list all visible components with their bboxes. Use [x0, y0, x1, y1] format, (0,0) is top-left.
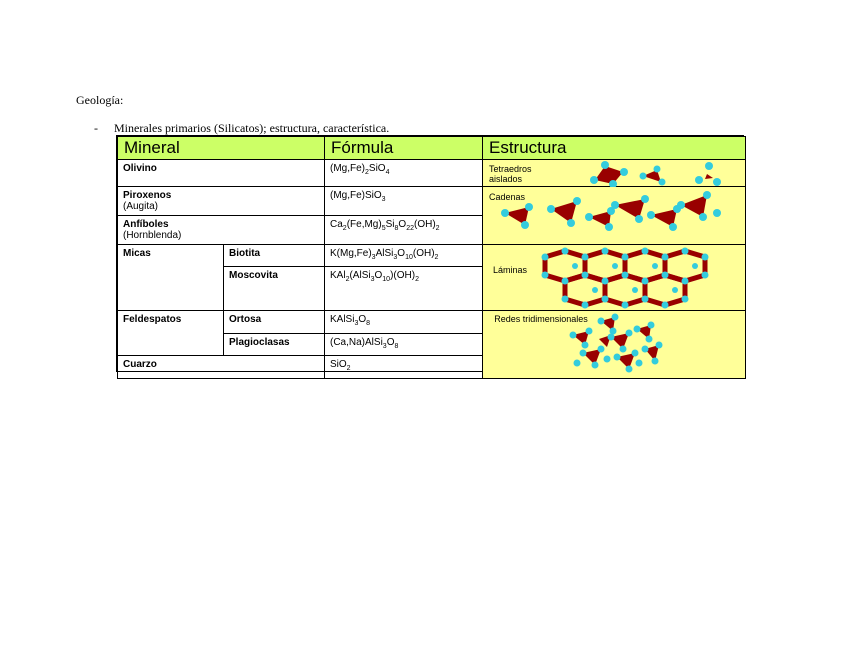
formula-anfiboles: $Ca_2(Fe,Mg)_5Si_8O_{22}(OH)_2$	[325, 216, 483, 245]
bullet-marker: -	[94, 121, 98, 135]
formula-piroxenos: (Mg,Fe)SiO$_3$	[325, 187, 483, 216]
structure-redes	[483, 311, 746, 379]
header-formula: Fórmula	[325, 137, 483, 160]
structure-tetraedros	[483, 160, 746, 187]
structure-label-tetraedros: Tetraedros aislados	[489, 164, 532, 184]
structure-cadenas	[483, 187, 746, 245]
formula-cuarzo: SiO$_2$	[325, 356, 483, 379]
document-heading: Geología:	[76, 93, 124, 107]
variety-ortosa: Ortosa	[224, 311, 325, 334]
structure-label-laminas: Láminas	[493, 265, 528, 275]
mineral-olivino: Olivino	[118, 160, 325, 187]
sheet-structure-illustration	[535, 247, 725, 309]
variety-moscovita: Moscovita	[224, 267, 325, 311]
mineral-anfiboles: Anfíboles (Hornblenda)	[118, 216, 325, 245]
variety-biotita: Biotita	[224, 245, 325, 267]
mineral-cuarzo: Cuarzo	[118, 356, 325, 379]
variety-plagioclasas: Plagioclasas	[224, 334, 325, 356]
header-mineral: Mineral	[118, 137, 325, 160]
silicates-table	[116, 135, 744, 372]
mineral-piroxenos: Piroxenos (Augita)	[118, 187, 325, 216]
header-structure: Estructura	[483, 137, 746, 160]
mineral-micas: Micas	[118, 245, 224, 311]
formula-biotita: $K(Mg,Fe)_3AlSi_3O_{10}(OH)_2$	[325, 245, 483, 267]
structure-label-redes: Redes tridimensionales	[494, 314, 588, 324]
formula-ortosa: $KAlSi_3O_8$	[325, 311, 483, 334]
isolated-tetrahedra-illustration	[583, 160, 743, 188]
framework-structure-illustration	[553, 313, 673, 377]
formula-plagioclasas: $(Ca,Na)AlSi_3O_8$	[325, 334, 483, 356]
structure-laminas	[483, 245, 746, 311]
formula-moscovita: $KAl_2(AlSi_3O_{10})(OH)_2$	[325, 267, 483, 311]
formula-olivino: $(Mg,Fe)_2SiO_4$	[325, 160, 483, 187]
mineral-feldespatos: Feldespatos	[118, 311, 224, 356]
chain-structure-illustration	[485, 191, 743, 231]
structure-label-cadenas: Cadenas	[489, 192, 526, 202]
bullet-text: Minerales primarios (Silicatos); estructura, característica.	[114, 121, 390, 135]
